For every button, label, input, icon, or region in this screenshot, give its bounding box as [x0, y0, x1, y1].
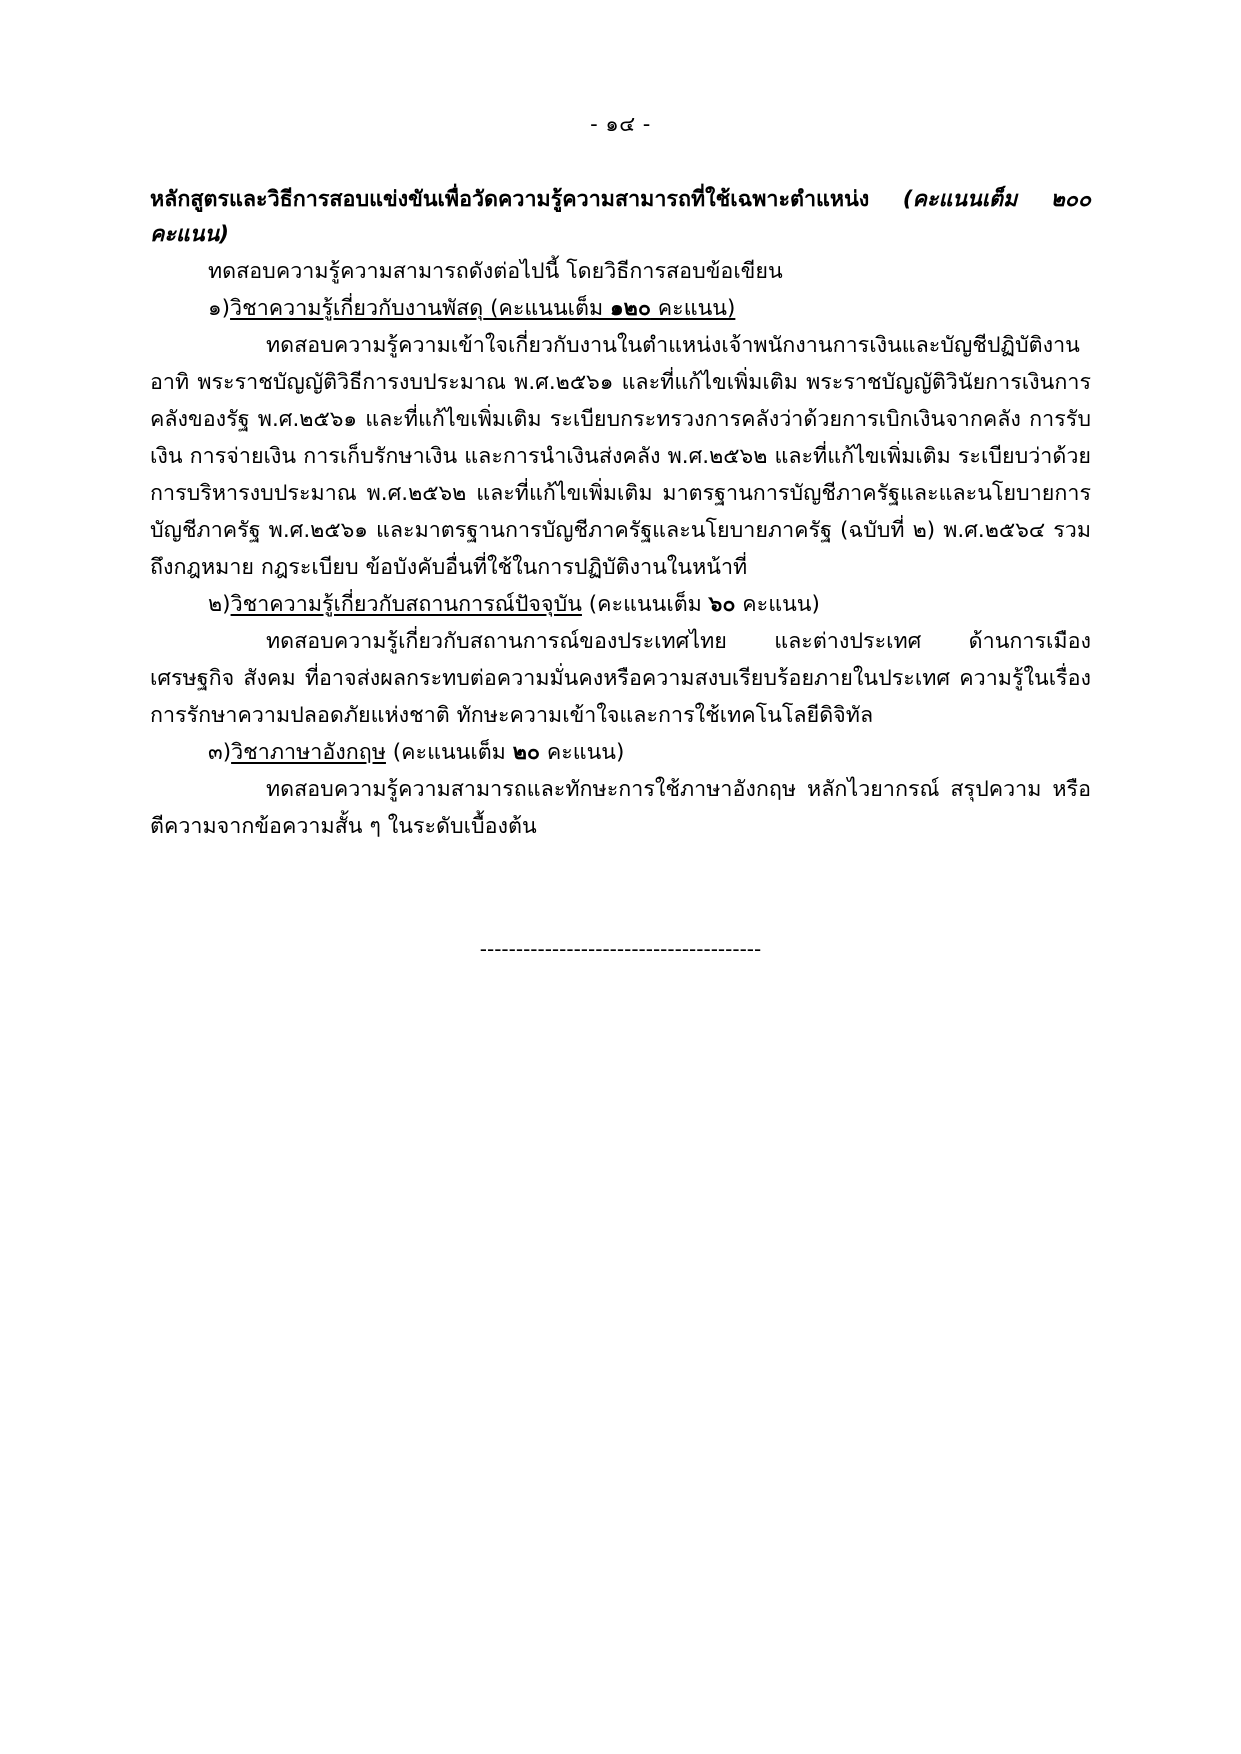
subject-3-score-open: (คะแนนเต็ม — [385, 739, 513, 765]
subject-2-score-close: คะแนน) — [735, 591, 820, 617]
heading-main-text: หลักสูตรและวิธีการสอบแข่งขันเพื่อวัดความรู้ความสามารถที่ใช้เฉพาะตำแหน่ง — [150, 187, 903, 213]
subject-1-score-value: ๑๒๐ — [610, 296, 651, 322]
subject-1-title: วิชาความรู้เกี่ยวกับงานพัสดุ — [230, 296, 484, 322]
subject-3-body: ทดสอบความรู้ความสามารถและทักษะการใช้ภาษาอังกฤษ หลักไวยากรณ์ สรุปความ หรือตีความจากข้อความสั้น ๆ ในระดับเบื้องต้น — [150, 776, 1091, 839]
subject-1-number: ๑) — [208, 296, 231, 322]
subject-3-score-close: คะแนน) — [539, 739, 625, 765]
subject-3-title-line — [150, 735, 1091, 772]
subject-3-score-value: ๒๐ — [512, 739, 540, 765]
subject-1-score-close: คะแนน) — [650, 296, 736, 322]
heading-score-note: (คะแนนเต็ม ๒๐๐ คะแนน) — [150, 187, 1091, 247]
subject-1-score-open: (คะแนนเต็ม — [483, 296, 610, 322]
subject-3-title: วิชาภาษาอังกฤษ — [231, 739, 386, 765]
subject-1-body: ทดสอบความรู้ความเข้าใจเกี่ยวกับงานในตำแหน่งเจ้าพนักงานการเงินและบัญชีปฏิบัติงาน อาทิ พระราชบัญญัติวิธีการงบประมาณ พ.ศ.๒๕๖๑ และที่แก้ไขเพิ่มเติม พระราชบัญญัติวินัยการเงินการคลังของรัฐ พ.ศ.๒๕๖๑ และที่แก้ไขเพิ่มเติม ระเบียบกระทรวงการคลังว่าด้วยการเบิกเงินจากคลัง การรับเงิน การจ่ายเงิน การเก็บรักษาเงิน และการนำเงินส่งคลัง พ.ศ.๒๕๖๒ และที่แก้ไขเพิ่มเติม ระเบียบว่าด้วยการบริหารงบประมาณ พ.ศ.๒๕๖๒ และที่แก้ไขเพิ่มเติม มาตรฐานการบัญชีภาครัฐและและนโยบายการบัญชีภาครัฐ พ.ศ.๒๕๖๑ และมาตรฐานการบัญชีภาครัฐและนโยบายภาครัฐ (ฉบับที่ ๒) พ.ศ.๒๕๖๔ รวมถึงกฎหมาย กฎระเบียบ ข้อบังคับอื่นที่ใช้ในการปฏิบัติงานในหน้าที่ — [150, 333, 1091, 580]
subject-2-title: วิชาความรู้เกี่ยวกับสถานการณ์ปัจจุบัน — [230, 591, 582, 617]
section-heading — [150, 183, 1091, 252]
subject-2-number: ๒) — [208, 591, 231, 617]
subject-1-title-line — [150, 291, 1091, 328]
intro-paragraph: ทดสอบความรู้ความสามารถดังต่อไปนี้ โดยวิธีการสอบข้อเขียน — [208, 259, 783, 285]
subject-2-score-open: (คะแนนเต็ม — [581, 591, 709, 617]
subject-2-body: ทดสอบความรู้เกี่ยวกับสถานการณ์ของประเทศไทย และต่างประเทศ ด้านการเมือง เศรษฐกิจ สังคม ที่อาจส่งผลกระทบต่อความมั่นคงหรือความสงบเรียบร้อยภายในประเทศ ความรู้ในเรื่องการรักษาความปลอดภัยแห่งชาติ ทักษะความเข้าใจและการใช้เทคโนโลยีดิจิทัล — [150, 628, 1091, 728]
footer-divider: --------------------------------------- — [479, 936, 762, 961]
subject-2-score-value: ๖๐ — [708, 591, 736, 617]
subject-2-title-line — [150, 587, 1091, 624]
page-number: - ๑๔ - — [590, 112, 651, 136]
document-body — [150, 183, 1091, 966]
subject-3-number: ๓) — [208, 739, 232, 765]
